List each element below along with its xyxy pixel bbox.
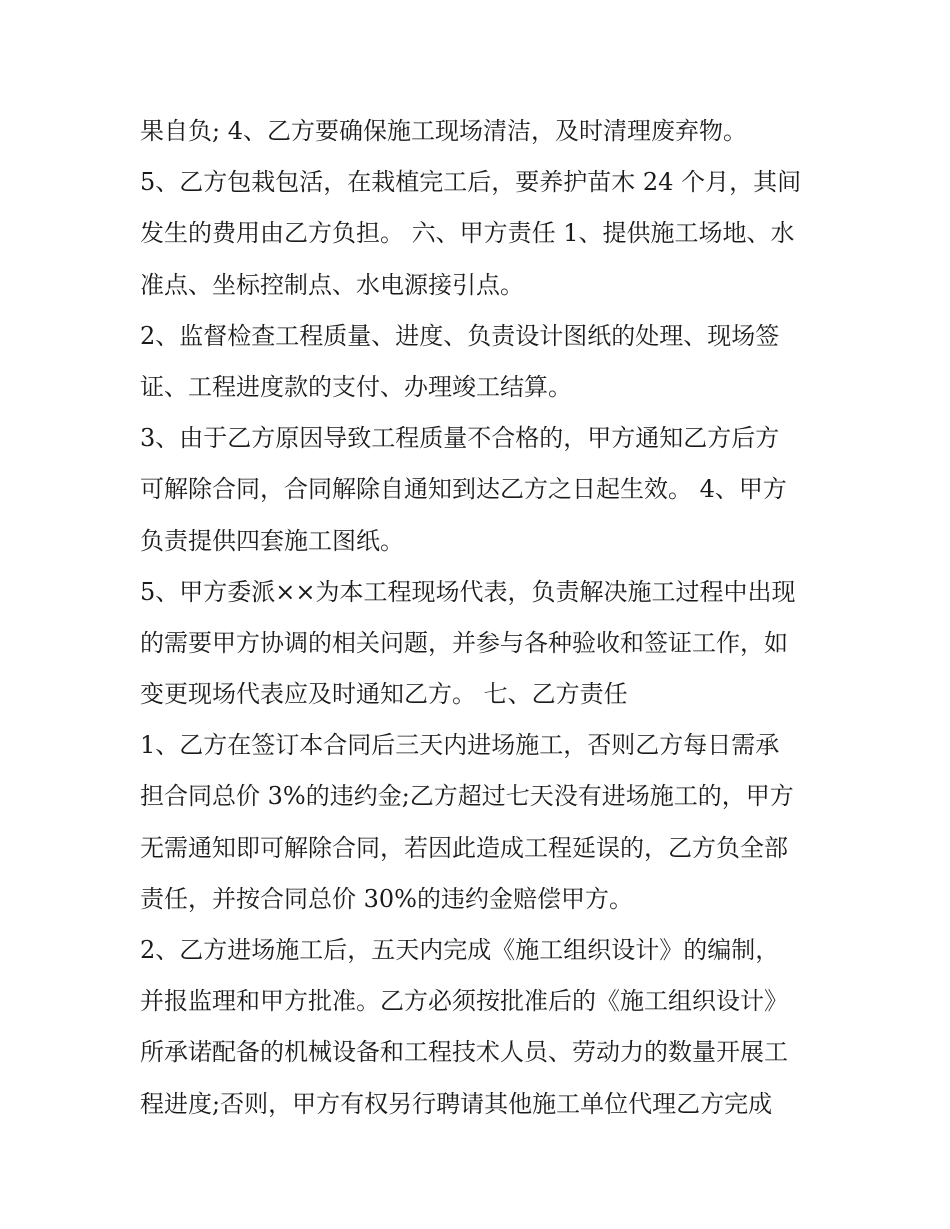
text-line: 5、乙方包栽包活，在栽植完工后，要养护苗木 24 个月，其间 [140, 168, 802, 197]
text-line: 证、工程进度款的支付、办理竣工结算。 [140, 372, 572, 401]
text-line: 可解除合同，合同解除自通知到达乙方之日起生效。 4、甲方 [140, 475, 787, 504]
text-line: 1、乙方在签订本合同后三天内进场施工，否则乙方每日需承 [140, 731, 780, 760]
text-line: 准点、坐标控制点、水电源接引点。 [140, 270, 524, 299]
text-line: 3、由于乙方原因导致工程质量不合格的，甲方通知乙方后方 [140, 424, 780, 453]
text-line: 负责提供四套施工图纸。 [140, 526, 404, 555]
text-line: 责任，并按合同总价 30%的违约金赔偿甲方。 [140, 884, 633, 913]
text-line: 程进度;否则，甲方有权另行聘请其他施工单位代理乙方完成 [140, 1089, 773, 1118]
text-line: 担合同总价 3%的违约金;乙方超过七天没有进场施工的，甲方 [140, 782, 794, 811]
text-line: 发生的费用由乙方负担。 六、甲方责任 1、提供施工场地、水 [140, 219, 795, 248]
text-line: 果自负; 4、乙方要确保施工现场清洁，及时清理废弃物。 [140, 117, 747, 145]
text-line: 2、乙方进场施工后，五天内完成《施工组织设计》的编制， [140, 936, 780, 964]
text-line: 2、监督检查工程质量、进度、负责设计图纸的处理、现场签 [140, 321, 780, 350]
text-line: 的需要甲方协调的相关问题，并参与各种验收和签证工作，如 [140, 628, 788, 657]
text-line: 5、甲方委派××为本工程现场代表，负责解决施工过程中出现 [140, 577, 796, 606]
text-line: 所承诺配备的机械设备和工程技术人员、劳动力的数量开展工 [140, 1038, 788, 1067]
contract-text [140, 106, 820, 1130]
text-line: 变更现场代表应及时通知乙方。 七、乙方责任 [140, 680, 628, 709]
text-line: 并报监理和甲方批准。乙方必须按批准后的《施工组织设计》 [140, 987, 788, 1016]
text-line: 无需通知即可解除合同，若因此造成工程延误的，乙方负全部 [140, 833, 788, 862]
